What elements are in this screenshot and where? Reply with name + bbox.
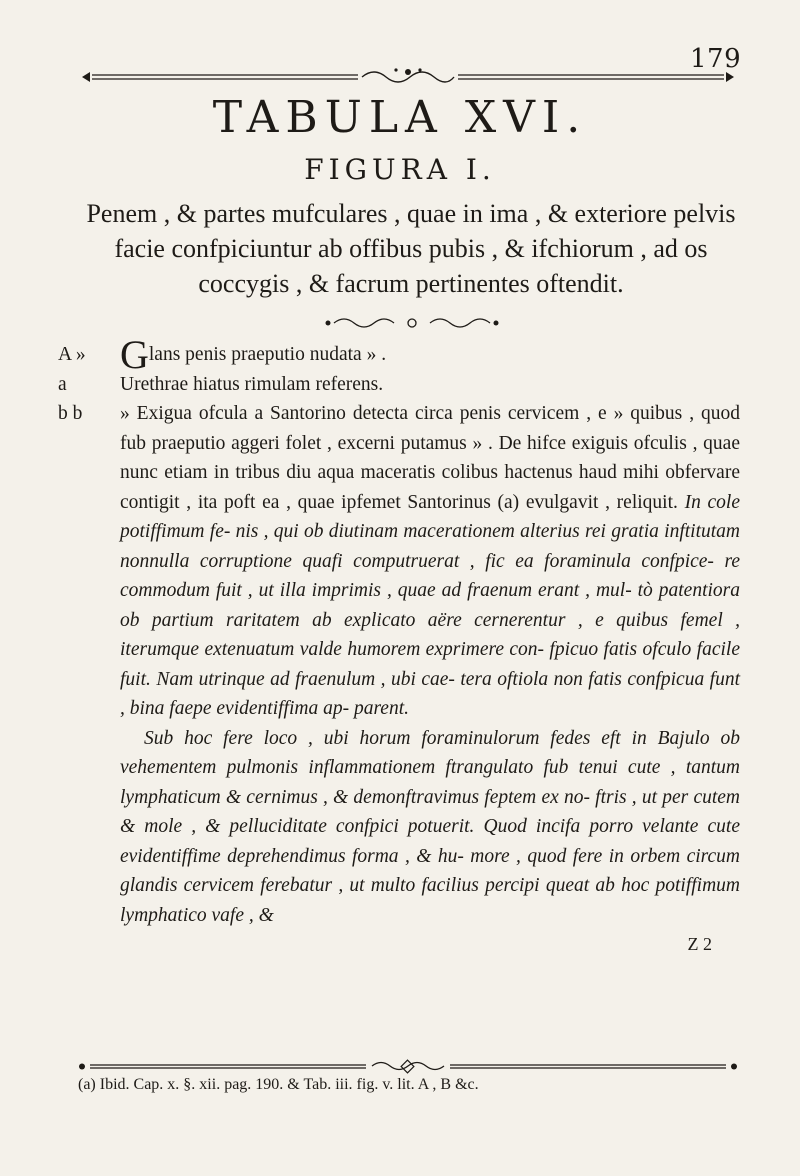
entry-a-urethra [58,370,740,400]
signature-mark: Z 2 [687,934,712,954]
entry-italic-quote: In cole potiffimum fe- nis , qui ob diutinam macerationem alterius rei gratia inftitutam nonnulla corruptione quafi computruerat , fic ea foraminula confpice- re commodum fuit , ut illa imprimis , quae ad fraenum erant , mul- tò patentiora ob partium raritatem ab explicato aëre cernerentur , e quibus femel , iterumque extenuatum valde humorem exprimere con- fpicuo fatis ofculo facile fuit. Nam utrinque ad fraenulum , ubi cae- tera oftiola non fatis confpicua funt , bina faepe evidentiffima ap- parent. [120,491,740,719]
section-ornament [322,314,502,332]
footnote: (a) Ibid. Cap. x. §. xii. pag. 190. & Tab. iii. fig. v. lit. A , B &c. [78,1076,479,1093]
figure-title: FIGURA I. [304,153,496,186]
continuation-paragraph: Sub hoc fere loco , ubi horum foraminulorum fedes eft in Bajulo ob vehementem pulmonis inflammationem ftrangulato fub tenui cute , tantum lymphaticum & cernimus , & demonftravimus feptem ex no- ftris , ut per cutem & mole , & pelluciditate confpici potuerit. Quod incifa porro velante cute evidentiffime deprehendimus forma , & hu- more , quod fere in orbem circum glandis cervicem ferebatur , ut multo facilius percipi queat ab hoc potiffimum lymphatico vafe , & [120,727,740,926]
page-number: 179 [690,44,742,74]
footer-ornament-rule [76,1058,740,1074]
entry-bb-ofcula [58,399,740,724]
entry-label: A » [58,344,86,365]
body-text [58,332,740,960]
entry-a-glans [58,332,740,377]
entry-text: » Exigua ofcula a Santorino detecta circa penis cervicem , e » quibus , quod fub praeputio aggeri folet , excerni putamus » . De hifce exiguis ofculis , quae nunc etiam in tribus diu aqua maceratis colibus hactenus haud mihi obfervare contigit , ita poft ea , quae ipfemet Santorinus (a) evulgavit , reliquit. [120,403,740,513]
intro-paragraph: Penem , & partes mufculares , quae in ima , & exteriore pelvis facie confpiciuntur ab offibus pubis , & ifchiorum , ad os coccygis , & facrum pertinentes oftendit. [86,199,736,298]
plate-title: TABULA XVI. [212,92,588,143]
entry-label: a [58,373,67,395]
entry-text: lans penis praeputio nudata » . [148,344,387,365]
entry-label: b b [58,403,83,424]
entry-text: Urethrae hiatus rimulam referens. [120,373,384,395]
header-ornament-rule [78,66,738,86]
drop-cap-initial: G [120,332,149,377]
